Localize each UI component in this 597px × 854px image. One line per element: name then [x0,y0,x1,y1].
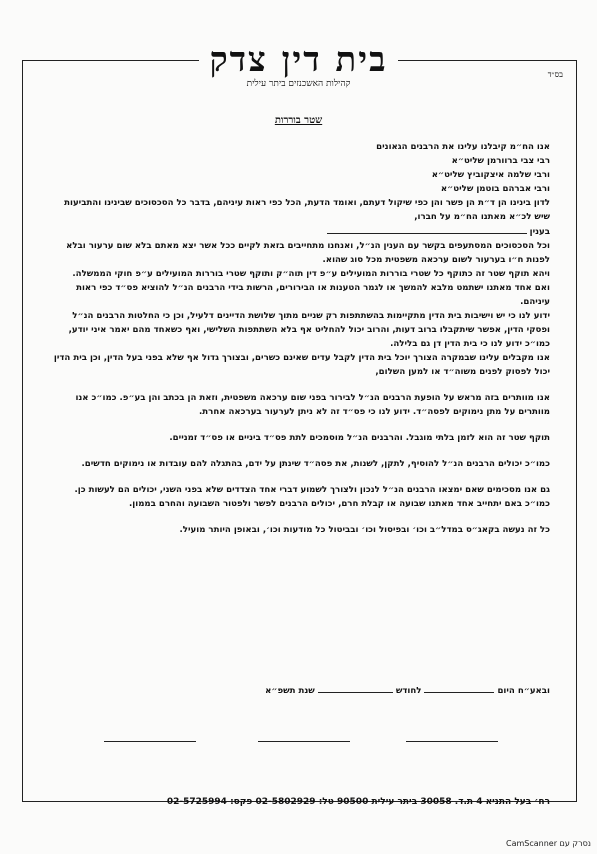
spacer [48,511,550,523]
signature-line-1[interactable] [406,741,498,742]
date-prefix: ובאע״ח היום [497,686,550,696]
paragraph-kinyan: כל זה נעשה בקאג״ס במדל״ב וכו׳ ובפיסול וכו׳ ובביטול כל מודעות וכו׳, ובאופן היותר מועיל. [179,525,550,535]
spacer [48,471,550,483]
address-footer: רח׳ בעל התניא 4 ת.ד. 30058 ביתר עילית 90500 טל: 02-5802929 פקס: 02-5725994 [166,797,550,807]
rabbi-name-2: ורבי שלמה איצקוביץ שליט״א [431,170,550,180]
date-year: שנת תשפ״א [265,686,315,696]
letterhead [0,40,597,89]
signature-line-2[interactable] [258,741,350,742]
paragraph-commitment: וכל הסכסוכים המסתעפים בקשר עם הענין הנ״ל, ואנחנו מתחייבים בזאת לקיים ככל אשר יצא מאתם בלא שום ערעור ובלא לפנות ח״ו בערעור לשום ערכאה משפטית מכל סוג שהוא. [66,241,550,265]
bsd-mark: בס״ד [547,70,563,79]
scanner-watermark: נסרק עם CamScanner [505,839,591,848]
date-line [48,683,550,696]
paragraph-duration: תוקף שטר זה הוא לזמן בלתי מוגבל. והרבנים הנ״ל מוסמכים לתת פס״ד ביניים או פס״ד זמניים. [169,433,550,443]
subject-blank[interactable] [327,224,527,234]
paragraph-intro: אנו הח״מ קיבלנו עלינו את הרבנים הגאונים [376,142,550,152]
spacer [48,419,550,431]
subject-line [48,224,550,239]
month-blank[interactable] [318,683,393,693]
spacer [48,445,550,457]
document-title: שטר בוררות [274,115,323,126]
day-blank[interactable] [424,683,494,693]
document-body [48,140,550,537]
paragraph-scope: לדון בינינו הן ד״ת הן פשר והן כפי שיקול דעתם, ואומד הדעת, הכל כפי ראות עיניהם, בדבר כל הסכסוכים שבינינו והתביעות שיש לכ״א מאתנו הח״מ על חברו, [64,198,550,222]
paragraph-amend: כמו״כ יכולים הרבנים הנ״ל להוסיף, לתקן, לשנות, את פסה״ד שינתן על ידם, בהתגלה להם עובדות או נימוקים חדשים. [81,459,550,469]
court-subtitle: קהילות האשכנזים ביתר עילית [246,79,351,89]
paragraph-default: ואם אחד מאתנו ישתמט מלבא להמשך או לגמר הטענות או הבירורים, הרשות בידי הרבנים הנ״ל להוציא פס״ד כפי ראות עיניהם. [76,283,550,307]
paragraph-validity: ויהא תוקף שטר זה כתוקף כל שטרי בוררות המועילים ע״פ דין תוה״ק ותוקף שטרי בוררות המועילים ע״פ חוקי הממשלה. [72,269,550,279]
rabbi-name-1: רבי צבי ברוורמן שליט״א [451,156,550,166]
signature-line-3[interactable] [104,741,196,742]
paragraph-quorum: ידוע לנו כי יש וישיבות בית הדין מתקיימות בהשתתפות רק שניים מתוך שלושת הדיינים דלעיל, וכן כי החלטות הרבנים הנ״ל ופסקי הדין, אפשר שיתקבלו ברוב דעות, והרוב יכול להחליט אף בלא השתתפות השלישי, ואף כשאחד מהם יאמר איני יודע, כמו״כ ידוע לנו כי בית הדין דן גם בלילה. [68,311,550,349]
paragraph-waiver: אנו מוותרים בזה מראש על הופעת הרבנים הנ״ל לבירור בפני שום ערכאה משפטית, וזאת הן בכתב והן בע״פ. כמו״כ אנו מוותרים על מתן נימוקים לפסה״ד. ידוע לנו כי פס״ד זה לא ניתן לערעור בערכאה אחרת. [75,393,550,417]
subject-label: בענין [529,227,550,237]
paragraph-hearing: גם אנו מסכימים שאם ימצאו הרבנים הנ״ל לנכון ולצורך לשמוע דברי אחד הצדדים שלא בפני השני, יכולים הם לעשות כן. כמו״כ באם יתחייב אחד מאתנו שבועה או קבלת חרם, יכולים הרבנים לפשר ולפטור השבועה והחרם בממון. [74,485,550,509]
court-title: בית דין צדק [199,40,397,80]
paragraph-witnesses: אנו מקבלים עלינו שבמקרה הצורך יוכל בית הדין לקבל עדים שאינם כשרים, ובצורך גדול אף שלא בפני בעל הדין, וכן בית הדין יכול לפסוק לפנים משוה״ד או למען השלום, [53,353,550,377]
rabbi-name-3: ורבי אברהם בוטמן שליט״א [440,184,550,194]
date-month-label: לחודש [395,686,422,696]
spacer [48,379,550,391]
